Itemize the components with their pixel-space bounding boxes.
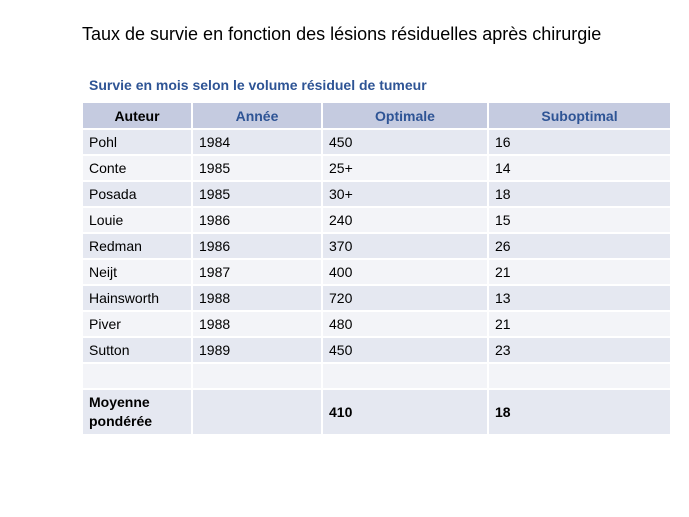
- cell-suboptimal: 26: [488, 233, 671, 259]
- header-annee: Année: [192, 102, 322, 129]
- header-suboptimal: Suboptimal: [488, 102, 671, 129]
- table-row: [82, 155, 671, 181]
- cell-auteur: [82, 363, 192, 389]
- cell-auteur: Posada: [82, 181, 192, 207]
- cell-optimale: 480: [322, 311, 488, 337]
- cell-annee: 1988: [192, 285, 322, 311]
- cell-optimale: 30+: [322, 181, 488, 207]
- table-row: [82, 233, 671, 259]
- cell-suboptimal: 14: [488, 155, 671, 181]
- cell-suboptimal: [488, 363, 671, 389]
- slide-title: Taux de survie en fonction des lésions résiduelles après chirurgie: [82, 24, 602, 44]
- cell-annee: 1985: [192, 155, 322, 181]
- cell-auteur: Conte: [82, 155, 192, 181]
- cell-optimale: 240: [322, 207, 488, 233]
- cell-annee: 1986: [192, 233, 322, 259]
- cell-suboptimal: 21: [488, 259, 671, 285]
- header-optimale: Optimale: [322, 102, 488, 129]
- weighted-average-year: [192, 389, 322, 435]
- weighted-average-label-line1: Moyenne: [89, 394, 150, 410]
- table-row-empty: [82, 363, 671, 389]
- cell-auteur: Pohl: [82, 129, 192, 155]
- table-row: [82, 259, 671, 285]
- weighted-average-row: [82, 389, 671, 435]
- weighted-average-label: [82, 389, 192, 435]
- cell-optimale: 450: [322, 337, 488, 363]
- table-row: [82, 207, 671, 233]
- cell-optimale: 25+: [322, 155, 488, 181]
- cell-annee: 1985: [192, 181, 322, 207]
- cell-annee: 1988: [192, 311, 322, 337]
- table-row: [82, 285, 671, 311]
- table-row: [82, 181, 671, 207]
- cell-optimale: 450: [322, 129, 488, 155]
- cell-auteur: Hainsworth: [82, 285, 192, 311]
- header-auteur: Auteur: [82, 102, 192, 129]
- cell-suboptimal: 15: [488, 207, 671, 233]
- cell-optimale: [322, 363, 488, 389]
- cell-optimale: 370: [322, 233, 488, 259]
- cell-suboptimal: 18: [488, 181, 671, 207]
- weighted-average-suboptimal: 18: [488, 389, 671, 435]
- weighted-average-optimale: 410: [322, 389, 488, 435]
- cell-auteur: Sutton: [82, 337, 192, 363]
- survival-table: [81, 101, 672, 436]
- cell-annee: 1987: [192, 259, 322, 285]
- cell-suboptimal: 16: [488, 129, 671, 155]
- cell-auteur: Redman: [82, 233, 192, 259]
- weighted-average-label-line2: pondérée: [89, 413, 153, 429]
- cell-auteur: Piver: [82, 311, 192, 337]
- cell-auteur: Louie: [82, 207, 192, 233]
- table-row: [82, 311, 671, 337]
- cell-annee: 1986: [192, 207, 322, 233]
- table-caption: Survie en mois selon le volume résiduel de tumeur: [89, 77, 427, 93]
- table-row: [82, 337, 671, 363]
- cell-optimale: 400: [322, 259, 488, 285]
- cell-annee: 1989: [192, 337, 322, 363]
- cell-suboptimal: 13: [488, 285, 671, 311]
- table-row: [82, 129, 671, 155]
- cell-annee: 1984: [192, 129, 322, 155]
- cell-optimale: 720: [322, 285, 488, 311]
- table-header-row: [82, 102, 671, 129]
- cell-auteur: Neijt: [82, 259, 192, 285]
- cell-annee: [192, 363, 322, 389]
- cell-suboptimal: 21: [488, 311, 671, 337]
- cell-suboptimal: 23: [488, 337, 671, 363]
